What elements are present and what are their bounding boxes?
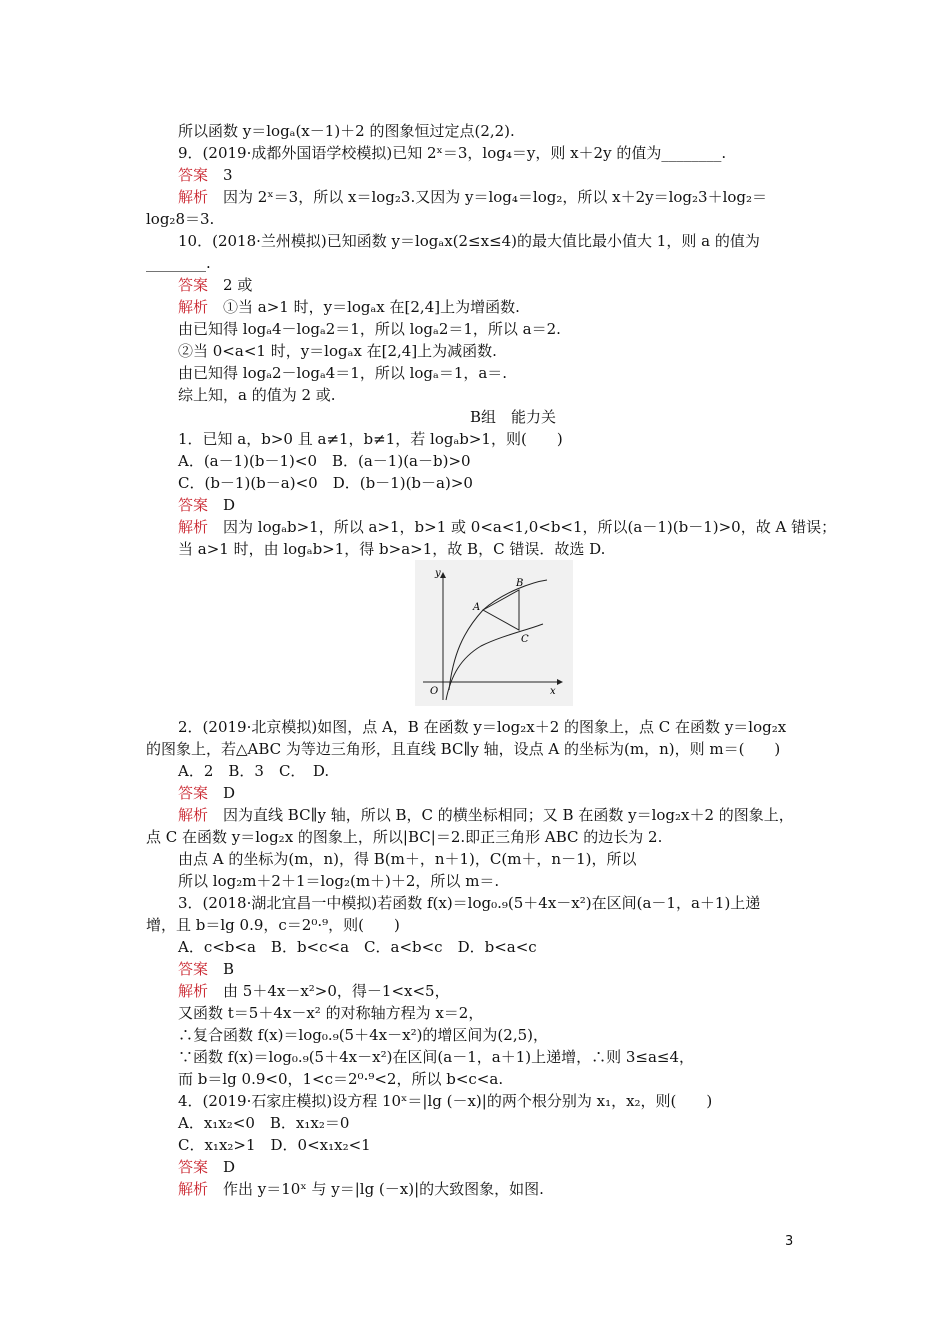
text-line xyxy=(178,473,473,493)
graph-svg xyxy=(415,560,573,706)
text-line xyxy=(178,1069,503,1089)
line-text: A．2 B．3 C． D. xyxy=(178,762,330,780)
line-text: D xyxy=(208,1158,236,1176)
text-line xyxy=(146,739,780,759)
line-text: ①当 a>1 时，y＝logₐx 在[2,4]上为增函数. xyxy=(208,298,520,316)
text-line xyxy=(178,959,234,979)
text-line xyxy=(178,275,252,295)
answer-label: 解析 xyxy=(178,982,209,1000)
line-text: 当 a>1 时，由 logₐb>1，得 b>a>1，故 B，C 错误．故选 D. xyxy=(178,540,606,558)
line-text: 由 5＋4x－x²>0，得－1<x<5， xyxy=(208,982,450,1000)
text-line xyxy=(178,187,767,207)
text-line xyxy=(178,783,235,803)
line-text: 的图象上，若△ABC 为等边三角形，且直线 BC∥y 轴，设点 A 的坐标为(m，n)，则 m＝( ) xyxy=(146,740,781,758)
text-line xyxy=(178,297,520,317)
line-text: C．x₁x₂>1 D．0<x₁x₂<1 xyxy=(178,1136,371,1154)
line-text: A．(a－1)(b－1)<0 B．(a－1)(a－b)>0 xyxy=(178,452,471,470)
text-line xyxy=(178,517,836,537)
text-line xyxy=(178,539,605,559)
line-text: 由已知得 logₐ4－logₐ2＝1，所以 logₐ2＝1，所以 a＝2. xyxy=(178,320,561,338)
text-line xyxy=(178,717,786,737)
page-number: 3 xyxy=(785,1234,794,1249)
graph-figure xyxy=(415,560,573,706)
text-line xyxy=(178,1135,371,1155)
curve-log2x-plus-2 xyxy=(449,580,547,690)
text-line xyxy=(178,1179,544,1199)
line-text: 1．已知 a，b>0 且 a≠1，b≠1，若 logₐb>1，则( ) xyxy=(178,430,563,448)
text-line xyxy=(178,1003,483,1023)
text-line xyxy=(146,253,211,273)
line-text: 10．(2018·兰州模拟)已知函数 y＝logₐx(2≤x≤4)的最大值比最小值大 1，则 a 的值为 xyxy=(178,232,760,250)
line-text: ∴复合函数 f(x)＝log₀.₉(5＋4x－x²)的增区间为(2,5)， xyxy=(178,1026,548,1044)
line-text: 3．(2018·湖北宜昌一中模拟)若函数 f(x)＝log₀.₉(5＋4x－x²)在区间(a－1，a＋1)上递 xyxy=(178,894,761,912)
text-line xyxy=(178,1047,694,1067)
answer-label: 解析 xyxy=(178,806,209,824)
answer-label: 答案 xyxy=(178,784,209,802)
text-line xyxy=(178,849,637,869)
line-text: 所以 log₂m＋2＋1＝log₂(m＋)＋2，所以 m＝. xyxy=(178,872,500,890)
answer-label: 解析 xyxy=(178,298,209,316)
line-text: ________. xyxy=(146,254,211,272)
x-axis-label: x xyxy=(550,686,556,697)
text-line xyxy=(178,143,726,163)
line-text: 因为直线 BC∥y 轴，所以 B，C 的横坐标相同；又 B 在函数 y＝log₂x＋2 的图象上， xyxy=(208,806,794,824)
answer-label: 答案 xyxy=(178,960,209,978)
text-line xyxy=(178,363,507,383)
line-text: C．(b－1)(b－a)<0 D．(b－1)(b－a)>0 xyxy=(178,474,473,492)
point-a-label: A xyxy=(473,602,481,613)
answer-label: 答案 xyxy=(178,276,209,294)
origin-label: O xyxy=(430,686,439,697)
answer-label: 答案 xyxy=(178,496,209,514)
x-axis-arrow-icon xyxy=(557,679,563,685)
line-text: 所以函数 y＝logₐ(x－1)＋2 的图象恒过定点(2,2). xyxy=(178,122,515,140)
text-line xyxy=(146,915,400,935)
text-line xyxy=(178,805,794,825)
text-line xyxy=(178,871,499,891)
text-line xyxy=(178,165,233,185)
text-line xyxy=(178,1113,349,1133)
line-text: ②当 0<a<1 时，y＝logₐx 在[2,4]上为减函数. xyxy=(178,342,497,360)
answer-label: 解析 xyxy=(178,188,209,206)
line-text: 2．(2019·北京模拟)如图，点 A，B 在函数 y＝log₂x＋2 的图象上，点 C 在函数 y＝log₂x xyxy=(178,718,787,736)
text-line xyxy=(178,761,329,781)
line-text: 2 或 xyxy=(208,276,253,294)
answer-label: 解析 xyxy=(178,518,209,536)
triangle-abc xyxy=(483,590,519,630)
y-axis-label: y xyxy=(435,568,441,579)
line-text: 由已知得 logₐ2－logₐ4＝1，所以 logₐ＝1，a＝. xyxy=(178,364,508,382)
text-line xyxy=(178,319,561,339)
line-text: 又函数 t＝5＋4x－x² 的对称轴方程为 x＝2， xyxy=(178,1004,484,1022)
section-title: B组 能力关 xyxy=(470,408,557,426)
line-text: 点 C 在函数 y＝log₂x 的图象上，所以|BC|＝2.即正三角形 ABC 的边长为 2. xyxy=(146,828,663,846)
text-line xyxy=(178,495,235,515)
line-text: D xyxy=(208,784,236,802)
line-text: 作出 y＝10ˣ 与 y＝|lg (－x)|的大致图象，如图. xyxy=(208,1180,544,1198)
text-line xyxy=(178,429,563,449)
text-line xyxy=(178,385,336,405)
line-text: A．c<b<a B．b<c<a C．a<b<c D．b<a<c xyxy=(178,938,537,956)
line-text: B xyxy=(208,960,235,978)
text-line xyxy=(146,209,214,229)
point-c-label: C xyxy=(521,634,529,645)
line-text: D xyxy=(208,496,236,514)
line-text: ∵函数 f(x)＝log₀.₉(5＋4x－x²)在区间(a－1，a＋1)上递增，∴则 3≤a≤4， xyxy=(178,1048,695,1066)
text-line xyxy=(178,1157,235,1177)
text-line xyxy=(178,451,471,471)
text-line xyxy=(178,937,537,957)
line-text: 而 b＝lg 0.9<0，1<c＝2⁰·⁹<2，所以 b<c<a. xyxy=(178,1070,504,1088)
text-line xyxy=(178,893,760,913)
line-text: 增，且 b＝lg 0.9，c＝2⁰·⁹，则( ) xyxy=(146,916,400,934)
line-text: 由点 A 的坐标为(m，n)，得 B(m＋，n＋1)，C(m＋，n－1)，所以 xyxy=(178,850,637,868)
text-line xyxy=(178,1025,548,1045)
point-b-label: B xyxy=(516,578,524,589)
line-text: 综上知，a 的值为 2 或. xyxy=(178,386,336,404)
line-text: 因为 2ˣ＝3，所以 x＝log₂3.又因为 y＝log₄＝log₂，所以 x＋2y＝log₂3＋log₂＝ xyxy=(208,188,768,206)
line-text: 3 xyxy=(208,166,233,184)
text-line xyxy=(178,121,515,141)
answer-label: 解析 xyxy=(178,1180,209,1198)
text-line xyxy=(178,231,760,251)
answer-label: 答案 xyxy=(178,1158,209,1176)
text-line xyxy=(146,827,662,847)
line-text: 9．(2019·成都外国语学校模拟)已知 2ˣ＝3，log₄＝y，则 x＋2y 的值为________. xyxy=(178,144,727,162)
text-line xyxy=(178,981,450,1001)
answer-label: 答案 xyxy=(178,166,209,184)
text-line xyxy=(178,341,497,361)
text-line xyxy=(178,1091,712,1111)
line-text: 4．(2019·石家庄模拟)设方程 10ˣ＝|lg (－x)|的两个根分别为 x₁，x₂，则( ) xyxy=(178,1092,713,1110)
line-text: 因为 logₐb>1，所以 a>1，b>1 或 0<a<1,0<b<1，所以(a－1)(b－1)>0，故 A 错误； xyxy=(208,518,837,536)
y-axis-arrow-icon xyxy=(440,572,446,578)
line-text: A．x₁x₂<0 B．x₁x₂＝0 xyxy=(178,1114,350,1132)
line-text: log₂8＝3. xyxy=(146,210,215,228)
